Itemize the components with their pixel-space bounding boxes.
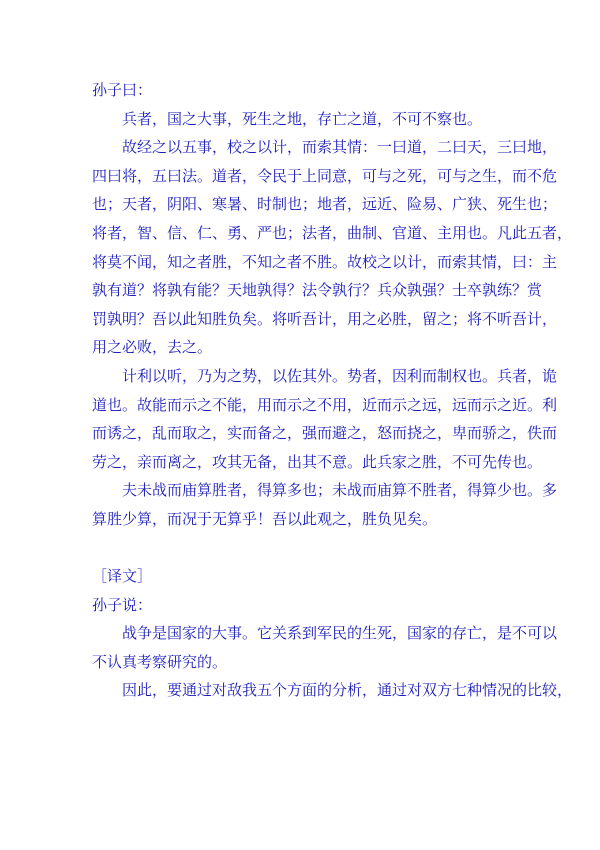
text-line: 不认真考察研究的。 [92,652,228,671]
original-paragraph-3 [92,362,558,476]
original-paragraph-2 [92,133,573,362]
text-line: 也；天者，阴阳、寒暑、时制也；地者，远近、险易、广狭、死生也； [92,195,558,214]
original-paragraph-4 [92,476,558,533]
text-line: 孰有道？将孰有能？天地孰得？法令孰行？兵众孰强？士卒孰练？赏 [92,281,543,300]
text-line: 罚孰明？吾以此知胜负矣。将听吾计，用之必胜，留之；将不听吾计， [92,309,558,328]
text-line: 而诱之，乱而取之，实而备之，强而避之，怒而挠之，卑而骄之，佚而 [92,424,558,443]
original-paragraph-1 [92,105,512,134]
text-line: 故经之以五事，校之以计，而索其情：一曰道，二曰天，三曰地， [122,138,558,157]
text-line: 因此，要通过对敌我五个方面的分析，通过对双方七种情况的比较， [122,681,573,700]
section-spacer [92,534,512,563]
translation-paragraph-2 [92,676,573,705]
text-line: 劳之，亲而离之，攻其无备，出其不意。此兵家之胜，不可先传也。 [92,452,543,471]
text-line: 将莫不闻，知之者胜，不知之者不胜。故校之以计，而索其情，曰：主 [92,252,558,271]
text-line: 用之必败，去之。 [92,338,213,357]
speaker-line: 孙子曰： [92,81,153,99]
translation-speaker-line: 孙子说： [92,595,153,614]
text-line: 将者，智、信、仁、勇、严也；法者，曲制、官道、主用也。凡此五者， [92,223,573,242]
text-line: 计利以听，乃为之势，以佐其外。势者，因利而制权也。兵者，诡 [122,366,558,385]
text-line: 算胜少算，而况于无算乎！吾以此观之，胜负见矣。 [92,509,438,528]
translation-heading: ［译文］ [92,567,153,586]
text-line: 兵者，国之大事，死生之地，存亡之道，不可不察也。 [122,109,483,128]
text-line: 夫未战而庙算胜者，得算多也；未战而庙算不胜者，得算少也。多 [122,481,558,500]
translation-paragraph-1 [92,619,558,676]
text-line: 战争是国家的大事。它关系到军民的生死，国家的存亡，是不可以 [122,624,558,643]
text-line: 道也。故能而示之不能，用而示之不用，近而示之远，远而示之近。利 [92,395,558,414]
text-line: 四曰将，五曰法。道者，令民于上同意，可与之死，可与之生，而不危 [92,166,558,185]
document-body [92,76,573,705]
